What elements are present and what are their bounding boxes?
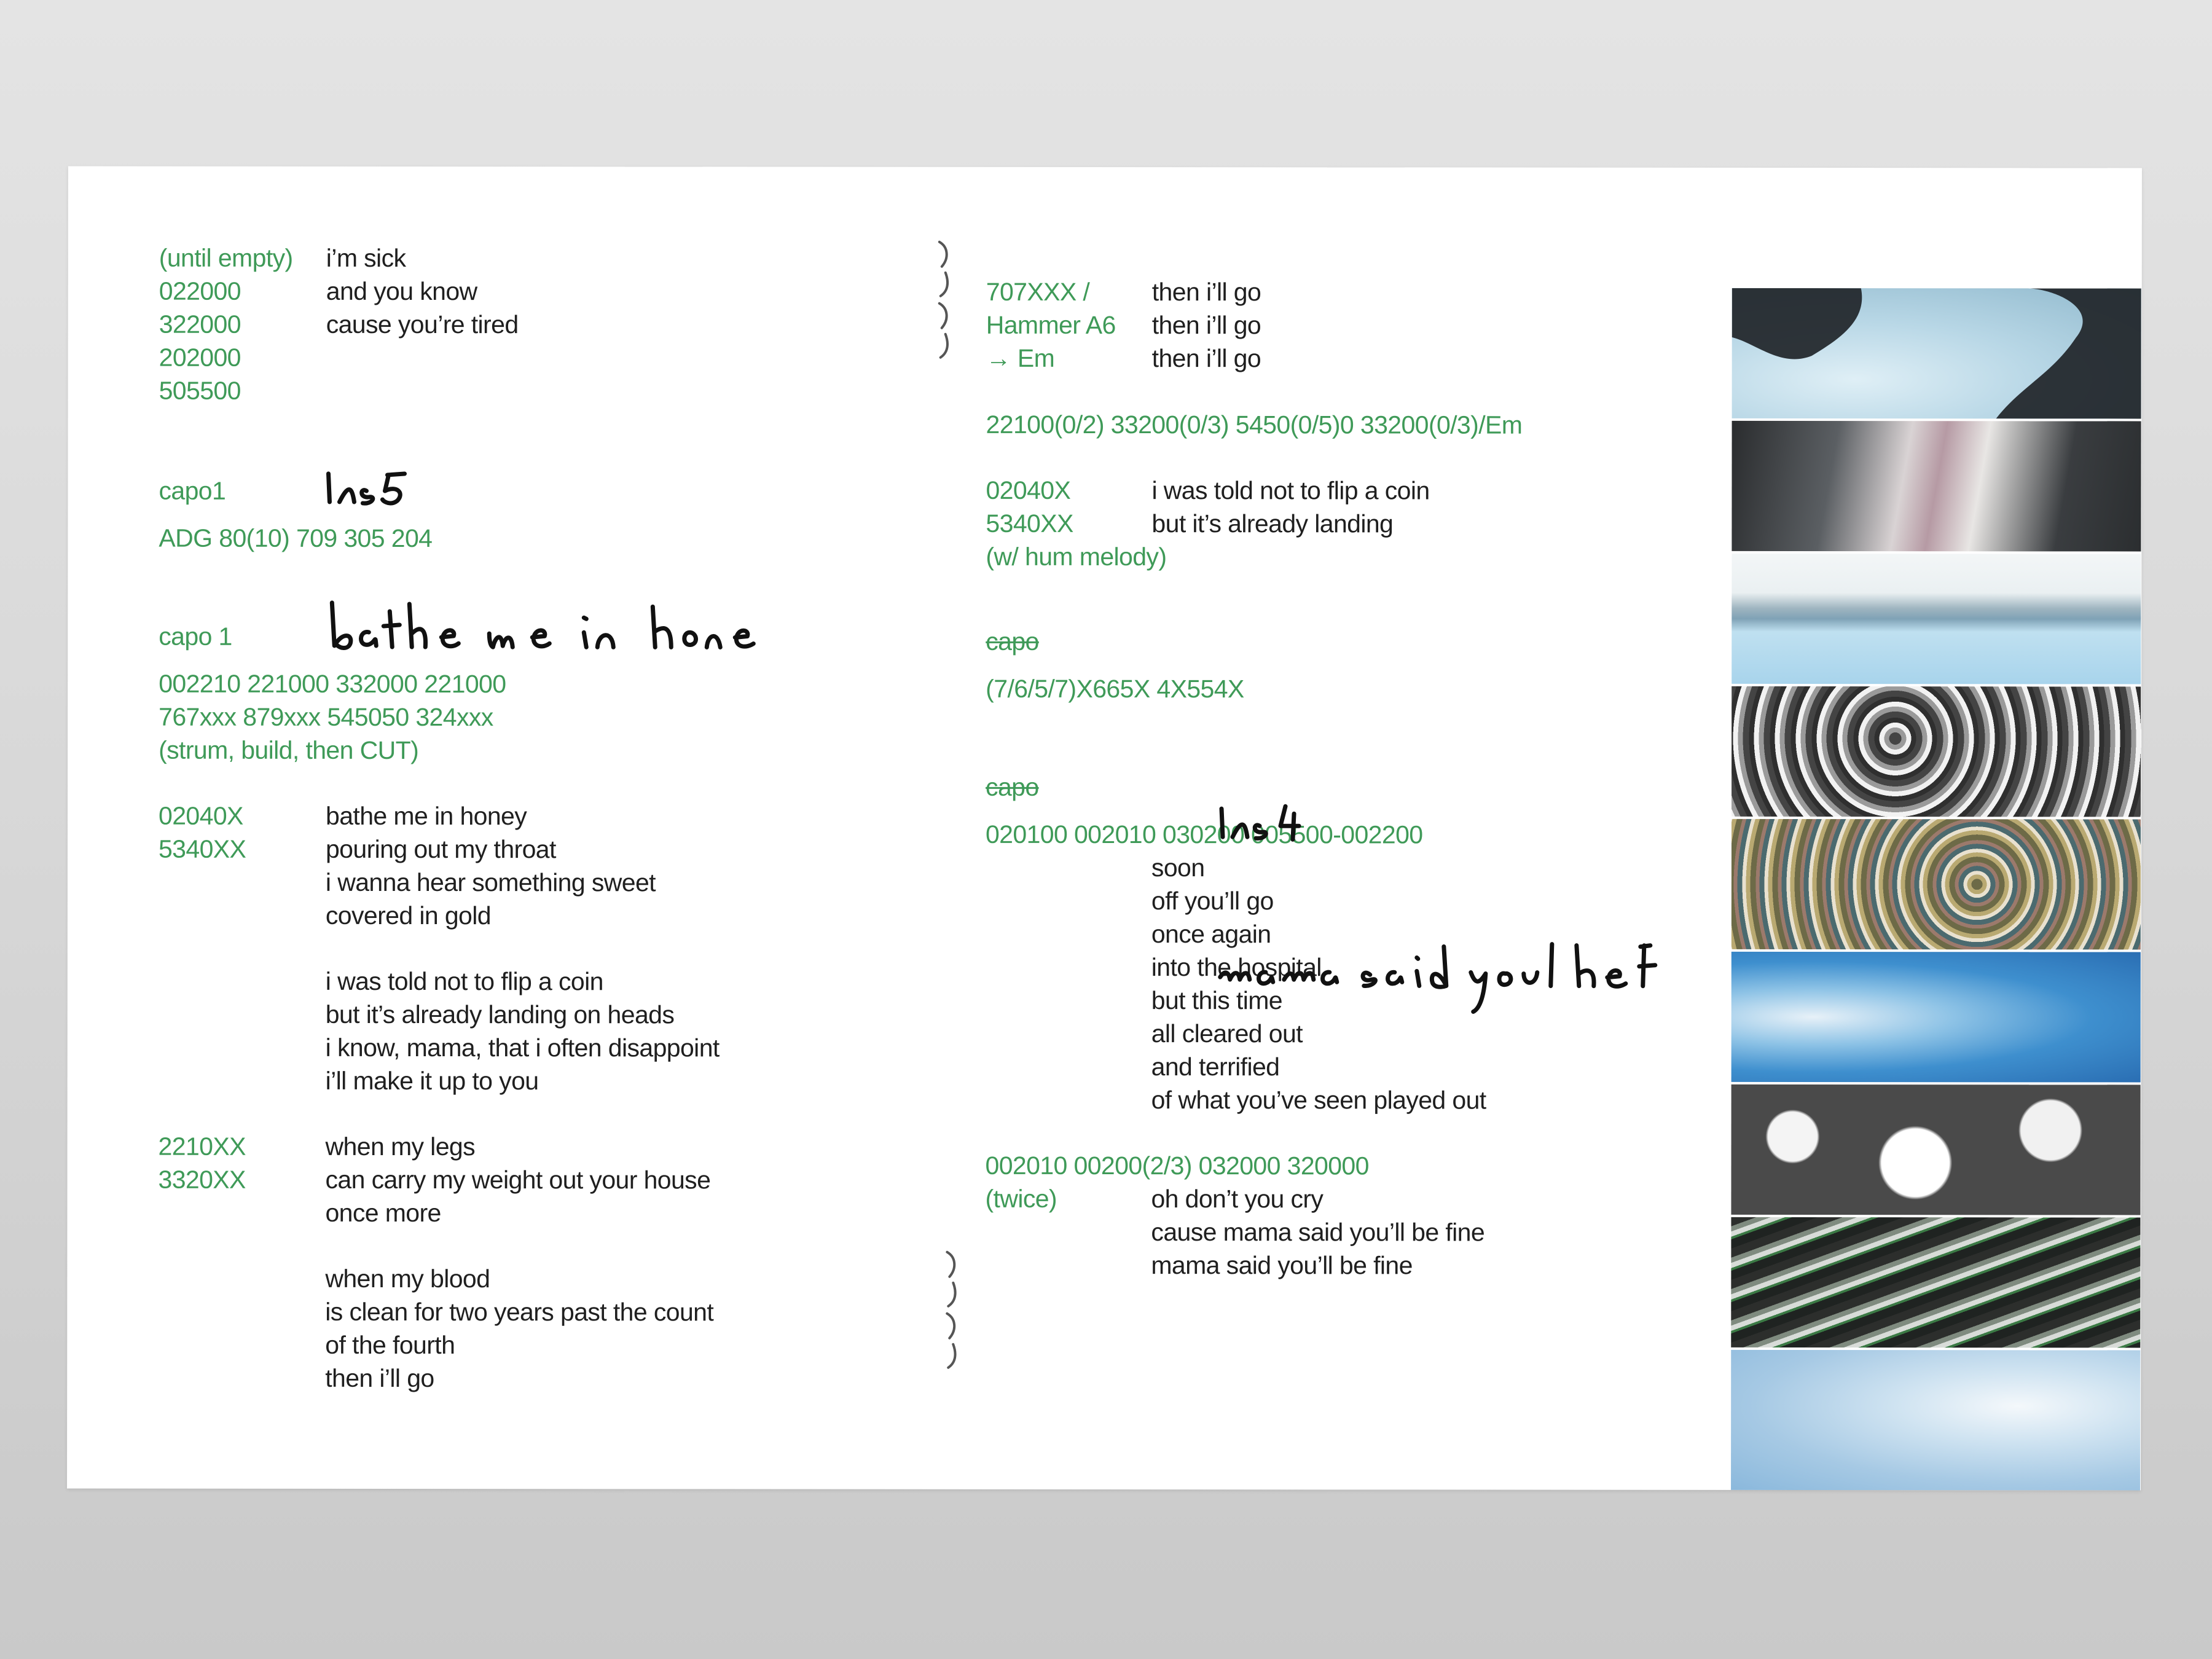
chord-line: Hammer A6 [986, 310, 1116, 340]
lyric-line: off you’ll go [1151, 887, 1274, 916]
lyric-line: i’ll make it up to you [325, 1066, 539, 1096]
chord-line: 2210XX [158, 1132, 246, 1161]
lyric-line: but it’s already landing [1151, 509, 1394, 538]
lyric-line: then i’ll go [1151, 278, 1261, 307]
lyric-line: soon [1151, 853, 1205, 882]
chord-line: 002010 00200(2/3) 032000 320000 [985, 1151, 1369, 1180]
collage-photo-green-streaks [1731, 1217, 2140, 1348]
lyric-line: cause you’re tired [326, 310, 519, 339]
lyric-line: of what you’ve seen played out [1151, 1086, 1486, 1115]
lyric-line: then i’ll go [325, 1363, 434, 1393]
capo-label: capo 1 [159, 622, 232, 651]
lyric-line: i was told not to flip a coin [1151, 476, 1430, 505]
chord-line: 22100(0/2) 33200(0/3) 5450(0/5)0 33200(0/3)/Em [986, 410, 1523, 439]
collage-photo-waterline [1732, 554, 2141, 684]
chord-line: 5340XX [986, 509, 1073, 538]
collage-photo-pale-sky [1731, 1350, 2140, 1491]
chord-label: (until empty) [159, 243, 293, 272]
lyric-line: once more [325, 1198, 441, 1228]
chord-line: 767xxx 879xxx 545050 324xxx [159, 702, 493, 732]
lyric-line: i know, mama, that i often disappoint [325, 1033, 720, 1062]
lyric-line: can carry my weight out your house [325, 1165, 711, 1194]
lyric-line: i wanna hear something sweet [325, 868, 656, 897]
lyric-line: and terrified [1151, 1053, 1280, 1081]
collage-photo-foliage [1732, 686, 2141, 817]
lyric-line: once again [1151, 920, 1271, 949]
capo-label: capo1 [159, 476, 226, 505]
lyric-line: bathe me in honey [325, 801, 527, 831]
handwriting-note [323, 466, 422, 509]
margin-bracket-mark [933, 301, 958, 360]
lyric-line: when my legs [325, 1132, 476, 1161]
collage-photo-bokeh [1731, 1084, 2140, 1215]
chord-line: 322000 [159, 310, 241, 339]
lyric-line: when my blood [325, 1264, 490, 1293]
chord-line: 202000 [159, 343, 241, 372]
chord-line: 707XXX / [986, 277, 1090, 306]
performance-note: (twice) [985, 1184, 1057, 1213]
handwriting-title [1217, 936, 1659, 1017]
chord-line: → Em [986, 343, 1055, 372]
lyric-line: but this time [1151, 986, 1283, 1015]
lyric-line: then i’ll go [1151, 344, 1261, 373]
lyric-line: into the hospital [1151, 953, 1322, 982]
chord-line: 5340XX [158, 834, 246, 863]
lyric-line: all cleared out [1151, 1019, 1303, 1048]
chord-line: 02040X [158, 801, 243, 830]
performance-note: (strum, build, then CUT) [159, 735, 419, 765]
collage-photo-blossom [1732, 421, 2141, 552]
collage-photo-sky [1732, 288, 2141, 419]
lyric-line: pouring out my throat [325, 834, 556, 864]
handwriting-note [1217, 801, 1315, 844]
lyric-line: mama said you’ll be fine [1151, 1251, 1413, 1280]
lyric-line: of the fourth [325, 1330, 455, 1360]
chord-line: (7/6/5/7)X665X 4X554X [986, 674, 1244, 704]
chord-line: 02040X [986, 476, 1071, 504]
lyric-line: covered in gold [325, 901, 491, 930]
chord-line: 3320XX [158, 1165, 246, 1194]
capo-label-struck: capo [986, 772, 1039, 801]
margin-bracket-mark [941, 1250, 965, 1309]
margin-bracket-mark [941, 1311, 965, 1370]
lyric-line: cause mama said you’ll be fine [1151, 1218, 1485, 1247]
chord-line: 022000 [159, 276, 241, 305]
chord-line: 020100 002010 030200 005500-002200 [985, 820, 1423, 849]
handwriting-title [323, 597, 729, 677]
capo-label-struck: capo [986, 627, 1039, 656]
lyric-line: is clean for two years past the count [325, 1297, 714, 1327]
chord-line: ADG 80(10) 709 305 204 [159, 524, 433, 553]
lyric-line: and you know [326, 276, 477, 306]
lyric-sheet [67, 167, 2142, 1491]
lyric-line: but it’s already landing on heads [325, 1000, 675, 1029]
lyric-line: oh don’t you cry [1151, 1185, 1324, 1214]
collage-photo-blue-spray [1732, 952, 2141, 1083]
lyric-line: i’m sick [326, 243, 406, 273]
lyric-line: then i’ll go [1151, 311, 1261, 340]
lyric-line: i was told not to flip a coin [325, 967, 603, 996]
collage-photo-leaves-color [1732, 819, 2141, 950]
chord-line: 002210 221000 332000 221000 [159, 669, 506, 699]
performance-note: (w/ hum melody) [986, 542, 1167, 571]
margin-bracket-mark [933, 240, 958, 299]
chord-line: 505500 [159, 376, 241, 405]
